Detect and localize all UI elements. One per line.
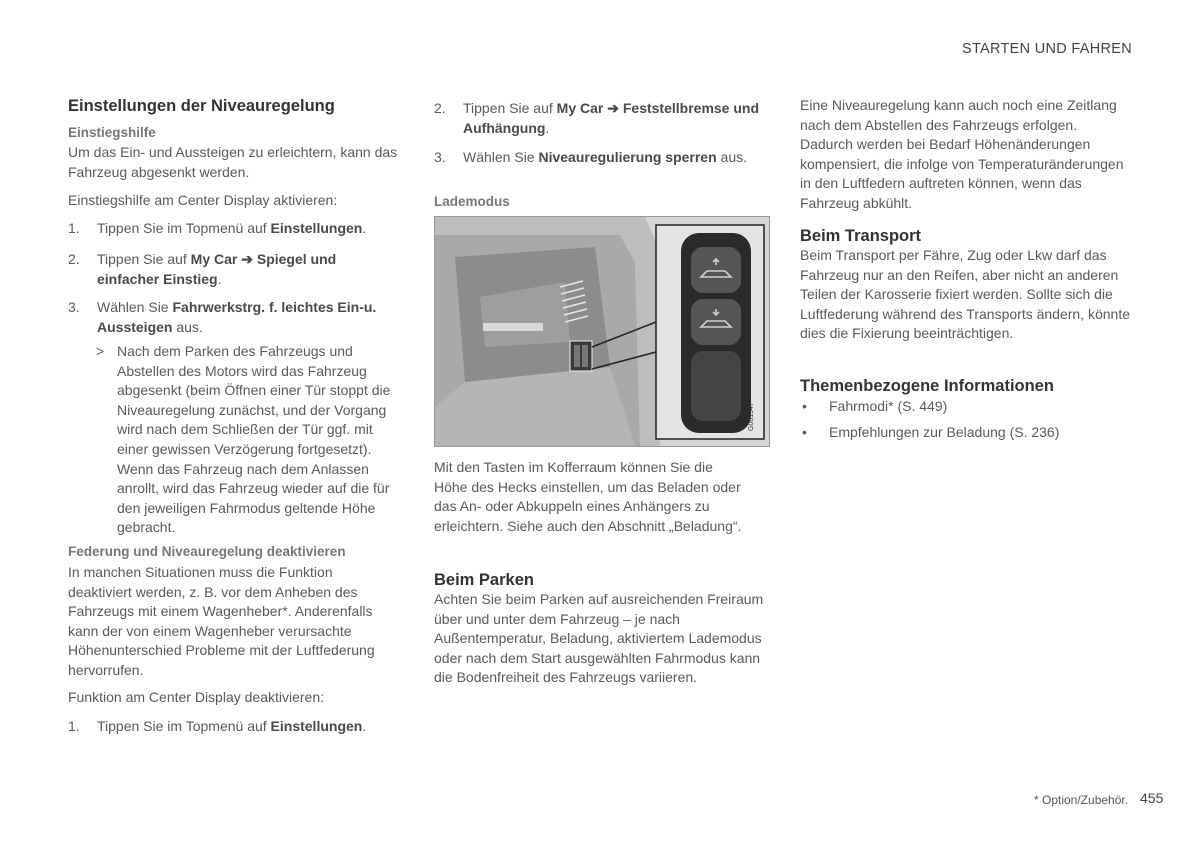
trunk-buttons-illustration [434, 216, 770, 447]
ui-term: My Car [190, 251, 238, 267]
subheading-deaktivieren: Federung und Niveauregelung deaktivieren [68, 544, 346, 559]
heading-related-info: Themenbezogene Informationen [800, 377, 1054, 395]
step-number: 2. [68, 251, 80, 267]
result-item: > Nach dem Parken des Fahrzeugs und Abstellen des Motors wird das Fahrzeug abgesenkt (beim Öffnen einer Tür stoppt die Niveauregelung zunächst, und der Vorgang wird nach dem Schließen der Tür ggf. mit einer gewissen Verzögerung fortgesetzt). Wenn das Fahrzeug nach dem Anlassen anrollt, wird das Fahrzeug wieder auf die für den jeweiligen Fahrmodus geltende Höhe gebracht. [96, 343, 391, 536]
page-number: 455 [1140, 790, 1164, 806]
paragraph: Funktion am Center Display deaktivieren: [68, 689, 325, 705]
list-item: 3. Wählen Sie Niveauregulierung sperren aus. [434, 148, 768, 168]
section-title: Einstellungen der Niveauregelung [68, 97, 335, 115]
list-item: 2. Tippen Sie auf My Car ➔ Spiegel und einfacher Einstieg. [68, 251, 337, 287]
paragraph: Mit den Tasten im Kofferraum können Sie die Höhe des Hecks einstellen, um das Beladen oder das An- oder Abkuppeln eines Anhängers zu erleichtern. Siehe auch den Abschnitt „Beladung“. [434, 459, 742, 534]
ui-term: My Car [556, 100, 604, 116]
ui-term: Spiegel und einfacher Einstieg [97, 251, 337, 287]
ui-term: Feststellbremse und Aufhängung [463, 100, 760, 136]
subheading-lademodus: Lademodus [434, 194, 510, 209]
ui-term: Einstellungen [270, 718, 363, 734]
heading-beim-transport: Beim Transport [800, 227, 922, 245]
step-number: 1. [68, 220, 80, 236]
paragraph: Beim Transport per Fähre, Zug oder Lkw darf das Fahrzeug nur an den Reifen, aber nicht an anderen Teilen der Karosserie fixiert werden. Sollte sich die Luftfederung während des Transports ändern, könnte dies die Fixierung beeinträchtigen. [800, 247, 1130, 342]
bullet: • [802, 424, 807, 440]
paragraph: Eine Niveauregelung kann auch noch eine Zeitlang nach dem Abstellen des Fahrzeugs erfolgen. Dadurch werden bei Bedarf Höhenänderungen kompensiert, die infolge von Temperaturänderungen in den Luftfedern auftreten können, wenn das Fahrzeug abkühlt. [800, 97, 1124, 211]
step-number: 2. [434, 100, 446, 116]
trunk-illustration-svg [435, 217, 769, 446]
arrow-right-icon: ➔ [241, 251, 253, 267]
related-link-fahrmodi[interactable]: • Fahrmodi* (S. 449) [800, 397, 1159, 417]
ui-term: Einstellungen [270, 220, 363, 236]
running-header: STARTEN UND FAHREN [961, 41, 1132, 57]
step-number: 3. [434, 149, 446, 165]
list-item: 1. Tippen Sie im Topmenü auf Einstellungen. [68, 219, 398, 239]
arrow-right-icon: ➔ [607, 100, 619, 116]
paragraph: Achten Sie beim Parken auf ausreichenden Freiraum über und unter dem Fahrzeug – je nach Außentemperatur, Beladung, aktiviertem Lademodus oder nach dem Start ausgewählten Fahrmodus kann die Bodenfreiheit des Fahrzeugs variieren. [434, 591, 764, 686]
heading-beim-parken: Beim Parken [434, 571, 534, 589]
paragraph: Einstiegshilfe am Center Display aktivieren: [68, 192, 338, 208]
subheading-einstiegshilfe: Einstiegshilfe [68, 125, 156, 140]
figure-code: G061947 [748, 402, 755, 431]
related-link-beladung[interactable]: • Empfehlungen zur Beladung (S. 236) [800, 423, 1159, 443]
result-marker: > [96, 343, 105, 359]
list-item: 2. Tippen Sie auf My Car ➔ Feststellbremse und Aufhängung. [434, 100, 760, 136]
paragraph: In manchen Situationen muss die Funktion deaktiviert werden, z. B. vor dem Anheben des Fahrzeugs mit einem Wagenheber*. Anderenfalls kann der von einem Wagenheber verursachte Höhenunterschied Probleme mit der Luftfederung hervorrufen. [68, 564, 375, 678]
ui-term: Niveauregulierung sperren [538, 149, 717, 165]
paragraph: Um das Ein- und Aussteigen zu erleichtern, kann das Fahrzeug abgesenkt werden. [68, 144, 398, 180]
list-item: 1. Tippen Sie im Topmenü auf Einstellungen. [68, 717, 427, 737]
bullet: • [802, 398, 807, 414]
option-footnote: * Option/Zubehör. [1034, 793, 1129, 807]
step-number: 1. [68, 718, 80, 734]
step-number: 3. [68, 299, 80, 315]
list-item: 3. Wählen Sie Fahrwerkstrg. f. leichtes Ein-u. Aussteigen aus. [68, 299, 377, 335]
ui-term: Fahrwerkstrg. f. leichtes Ein-u. Aussteigen [97, 299, 377, 335]
